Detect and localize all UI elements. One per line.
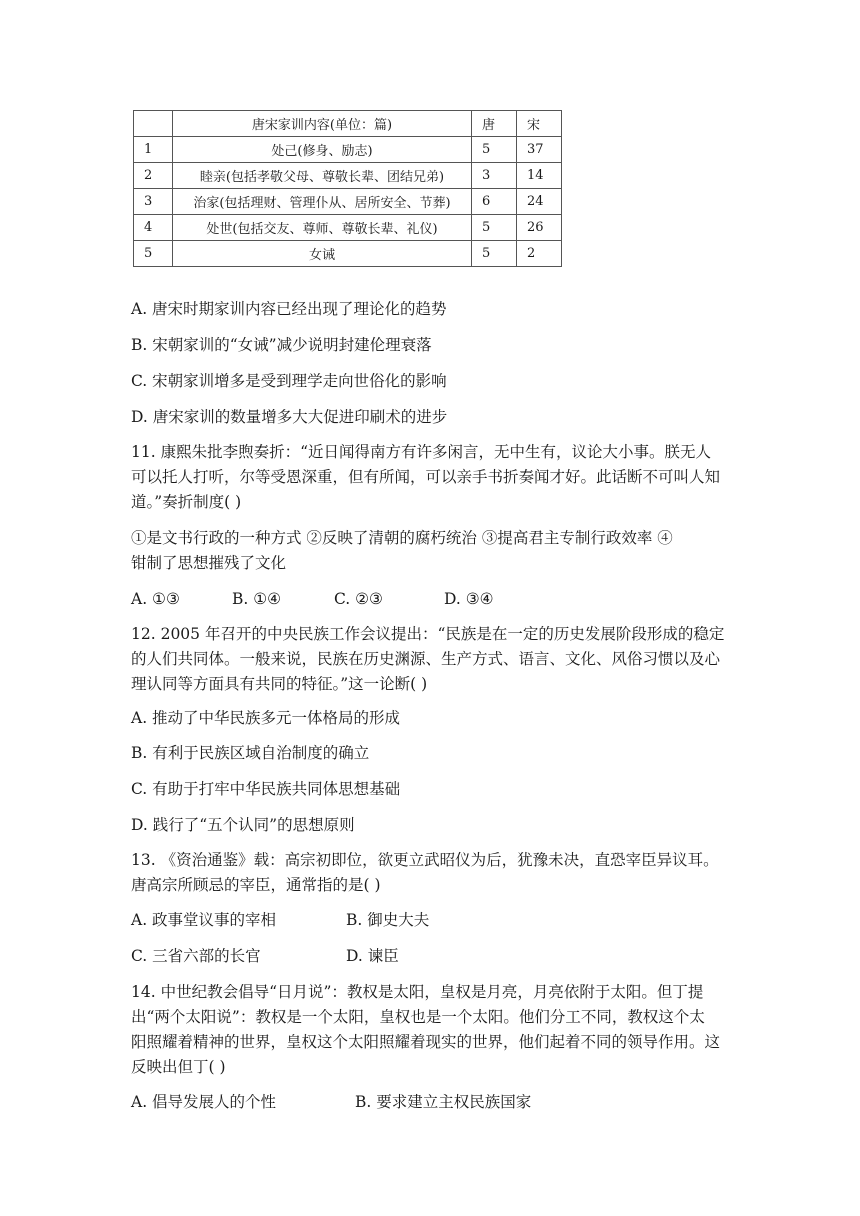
row-content: 处世(包括交友、尊师、尊敬长辈、礼仪): [173, 215, 472, 241]
q14-option-a: A. 倡导发展人的个性: [131, 1093, 277, 1111]
q10-option-d: D. 唐宋家训的数量增多大大促进印刷术的进步: [131, 408, 448, 426]
q11-option-d: D. ③④: [444, 590, 494, 608]
row-song: 2: [517, 241, 562, 267]
q14-stem-line-1: 14. 中世纪教会倡导“日月说”：教权是太阳，皇权是月亮，月亮依附于太阳。但丁提: [131, 983, 704, 1001]
table-header-index: [134, 111, 173, 137]
row-song: 37: [517, 137, 562, 163]
q13-stem-line-2: 唐高宗所顾忌的宰臣，通常指的是( ): [131, 876, 381, 894]
q11-items-line-2: 钳制了思想摧残了文化: [131, 554, 287, 572]
row-tang: 5: [472, 241, 517, 267]
row-song: 24: [517, 189, 562, 215]
table-row: [134, 189, 562, 215]
q11-option-c: C. ②③: [334, 590, 383, 608]
q11-stem-line-3: 道。”奏折制度( ): [131, 493, 242, 511]
q11-stem-line-2: 可以托人打听，尔等受恩深重，但有所闻，可以亲手书折奏闻才好。此话断不可叫人知: [131, 468, 721, 486]
row-tang: 5: [472, 137, 517, 163]
q10-option-c: C. 宋朝家训增多是受到理学走向世俗化的影响: [131, 372, 447, 390]
q13-option-b: B. 御史大夫: [346, 911, 430, 929]
q12-option-b: B. 有利于民族区域自治制度的确立: [131, 744, 370, 762]
q12-stem-line-3: 理认同等方面具有共同的特征。”这一论断( ): [131, 675, 428, 693]
table-header-content: 唐宋家训内容(单位：篇): [173, 111, 472, 137]
table-row: [134, 137, 562, 163]
row-tang: 5: [472, 215, 517, 241]
table-row: [134, 241, 562, 267]
row-song: 26: [517, 215, 562, 241]
q13-stem-line-1: 13. 《资治通鉴》载：高宗初即位，欲更立武昭仪为后，犹豫未决，直恐宰臣异议耳。: [131, 851, 719, 869]
row-index: 4: [134, 215, 173, 241]
q14-stem-line-3: 阳照耀着精神的世界，皇权这个太阳照耀着现实的世界，他们起着不同的领导作用。这: [131, 1033, 721, 1051]
q12-option-d: D. 践行了“五个认同”的思想原则: [131, 816, 355, 834]
q11-items-line-1: ①是文书行政的一种方式 ②反映了清朝的腐朽统治 ③提高君主专制行政效率 ④: [131, 529, 673, 547]
table-row: [134, 163, 562, 189]
q12-stem-line-1: 12. 2005 年召开的中央民族工作会议提出：“民族是在一定的历史发展阶段形成的稳定: [131, 625, 725, 643]
q10-option-a: A. 唐宋时期家训内容已经出现了理论化的趋势: [131, 300, 447, 318]
row-index: 1: [134, 137, 173, 163]
q13-option-a: A. 政事堂议事的宰相: [131, 911, 277, 929]
q11-option-a: A. ①③: [131, 590, 180, 608]
row-content: 治家(包括理财、管理仆从、居所安全、节葬): [173, 189, 472, 215]
family-instructions-table: [133, 110, 562, 267]
q13-option-d: D. 谏臣: [346, 947, 399, 965]
row-index: 3: [134, 189, 173, 215]
row-content: 处己(修身、励志): [173, 137, 472, 163]
q11-option-b: B. ①④: [232, 590, 282, 608]
table-header-song: 宋: [517, 111, 562, 137]
row-content: 睦亲(包括孝敬父母、尊敬长辈、团结兄弟): [173, 163, 472, 189]
row-index: 5: [134, 241, 173, 267]
row-tang: 3: [472, 163, 517, 189]
row-tang: 6: [472, 189, 517, 215]
table-header-tang: 唐: [472, 111, 517, 137]
row-song: 14: [517, 163, 562, 189]
q14-stem-line-2: 出“两个太阳说”：教权是一个太阳，皇权也是一个太阳。他们分工不同，教权这个太: [131, 1008, 705, 1026]
table-header-row: [134, 111, 562, 137]
row-index: 2: [134, 163, 173, 189]
row-content: 女诫: [173, 241, 472, 267]
table-row: [134, 215, 562, 241]
q11-stem-line-1: 11. 康熙朱批李煦奏折：“近日闻得南方有许多闲言，无中生有，议论大小事。朕无人: [131, 443, 712, 461]
q12-option-a: A. 推动了中华民族多元一体格局的形成: [131, 709, 401, 727]
q12-option-c: C. 有助于打牢中华民族共同体思想基础: [131, 780, 401, 798]
q12-stem-line-2: 的人们共同体。一般来说，民族在历史渊源、生产方式、语言、文化、风俗习惯以及心: [131, 650, 721, 668]
q10-option-b: B. 宋朝家训的“女诫”减少说明封建伦理衰落: [131, 336, 432, 354]
q13-option-c: C. 三省六部的长官: [131, 947, 261, 965]
q14-stem-line-4: 反映出但丁( ): [131, 1058, 226, 1076]
q14-option-b: B. 要求建立主权民族国家: [355, 1093, 532, 1111]
